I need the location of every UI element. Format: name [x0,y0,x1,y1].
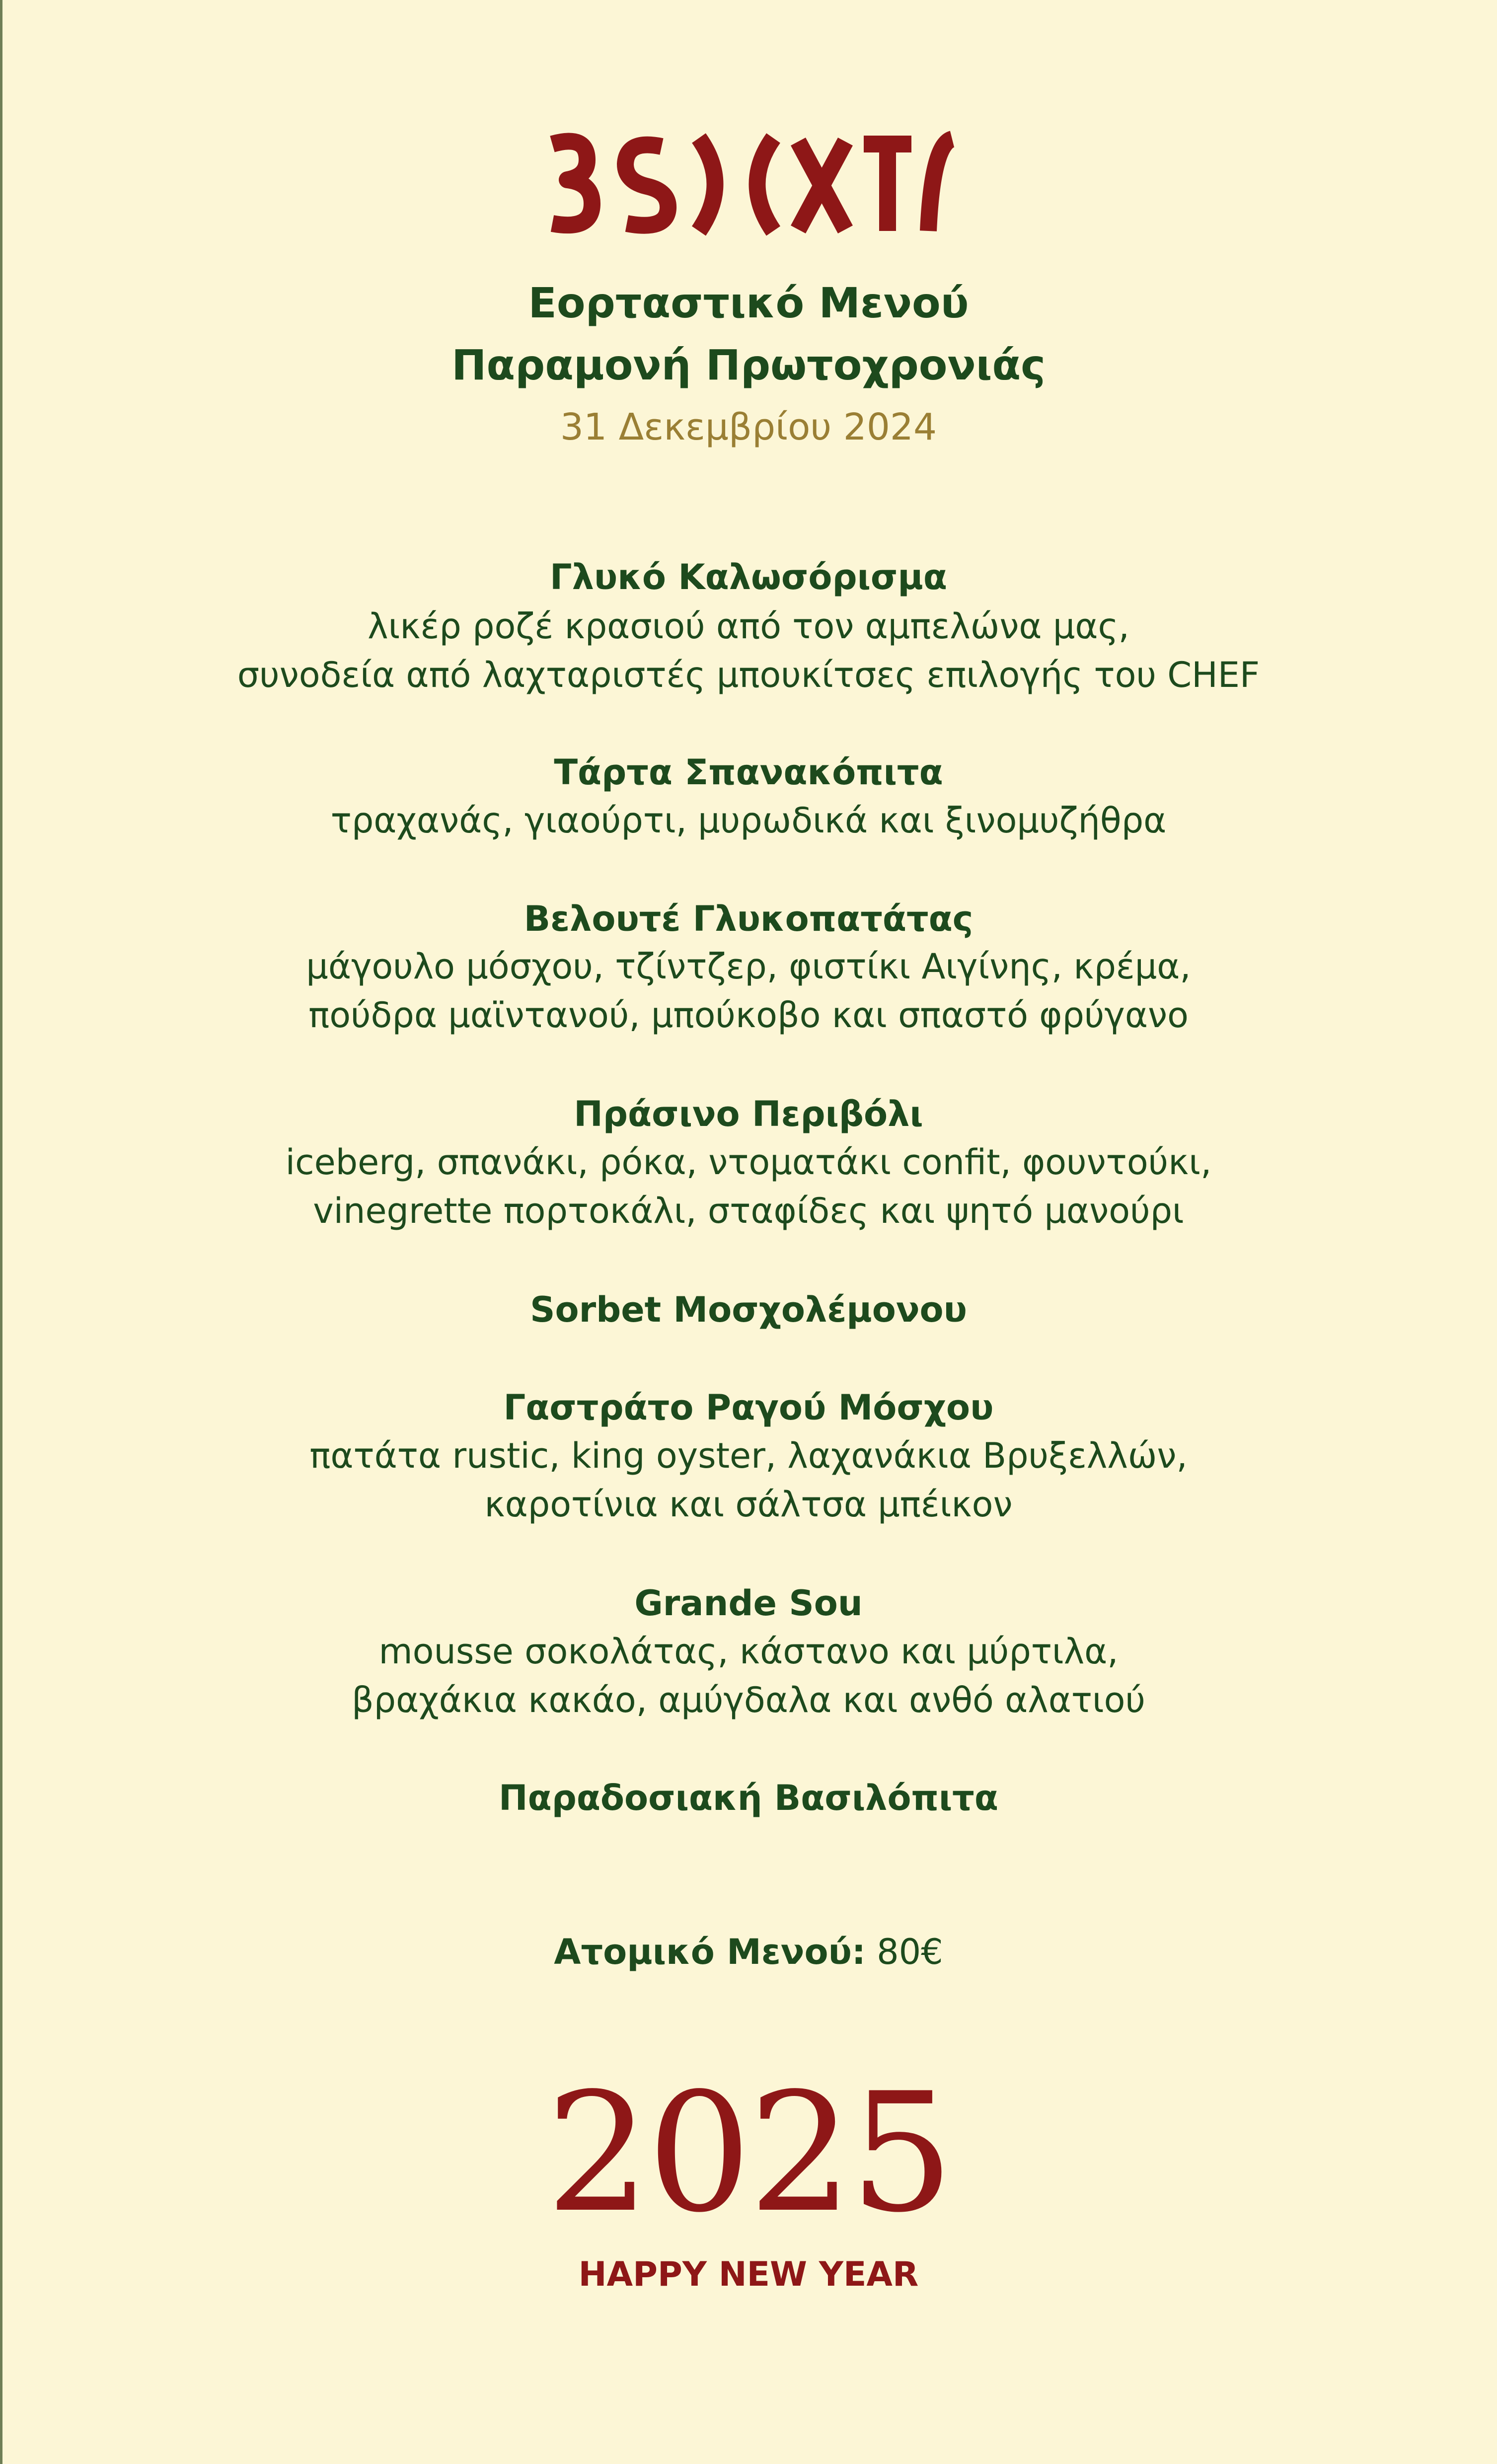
course-name: Τάρτα Σπανακόπιτα [554,752,943,793]
course-name: Grande Sou [634,1583,863,1624]
stylized-logo-lettering-icon [540,124,957,243]
menu-subtitle: Παραμονή Πρωτοχρονιάς [451,341,1046,389]
new-year-greeting: HAPPY NEW YEAR [578,2255,919,2294]
course-description-line: λικέρ ροζέ κρασιού από τον αμπελώνα μας, [368,606,1129,647]
course-description-line: πατάτα rustic, king oyster, λαχανάκια Βρυξελλών, [309,1435,1188,1476]
course-name: Sorbet Μοσχολέμονου [530,1289,967,1330]
course-name: Γαστράτο Ραγού Μόσχου [503,1387,994,1428]
course-description-line: vinegrette πορτοκάλι, σταφίδες και ψητό μανούρι [313,1191,1184,1231]
menu-title: Εορταστικό Μενού [528,279,969,327]
price-label: Ατομικό Μενού: [554,1932,866,1972]
course-name: Γλυκό Καλωσόρισμα [550,557,947,597]
price-value: 80€ [877,1932,943,1972]
course-description-line: πούδρα μαϊντανού, μπούκοβο και σπαστό φρύγανο [308,995,1189,1036]
new-year-number: 2025 [546,2058,951,2248]
course-description-line: βραχάκια κακάο, αμύγδαλα και ανθό αλατιού [351,1680,1146,1720]
restaurant-logo [0,124,1497,253]
course-name: Πράσινο Περιβόλι [574,1094,923,1134]
course-name: Βελουτέ Γλυκοπατάτας [524,898,973,939]
menu-price [0,1927,1497,1977]
course-description-line: mousse σοκολάτας, κάστανο και μύρτιλα, [378,1631,1119,1672]
course-description-line: μάγουλο μόσχου, τζίντζερ, φιστίκι Αιγίνης, κρέμα, [306,946,1191,987]
course-description-line: τραχανάς, γιαούρτι, μυρωδικά και ξινομυζήθρα [330,800,1167,841]
menu-date: 31 Δεκεμβρίου 2024 [560,406,937,448]
course-description-line: συνοδεία από λαχταριστές μπουκίτσες επιλογής του CHEF [237,655,1260,695]
course-description-line: iceberg, σπανάκι, ρόκα, ντοματάκι confit, φουντούκι, [285,1142,1212,1183]
course-name: Παραδοσιακή Βασιλόπιτα [499,1778,998,1818]
course-description-line: καροτίνια και σάλτσα μπέικον [484,1484,1013,1525]
